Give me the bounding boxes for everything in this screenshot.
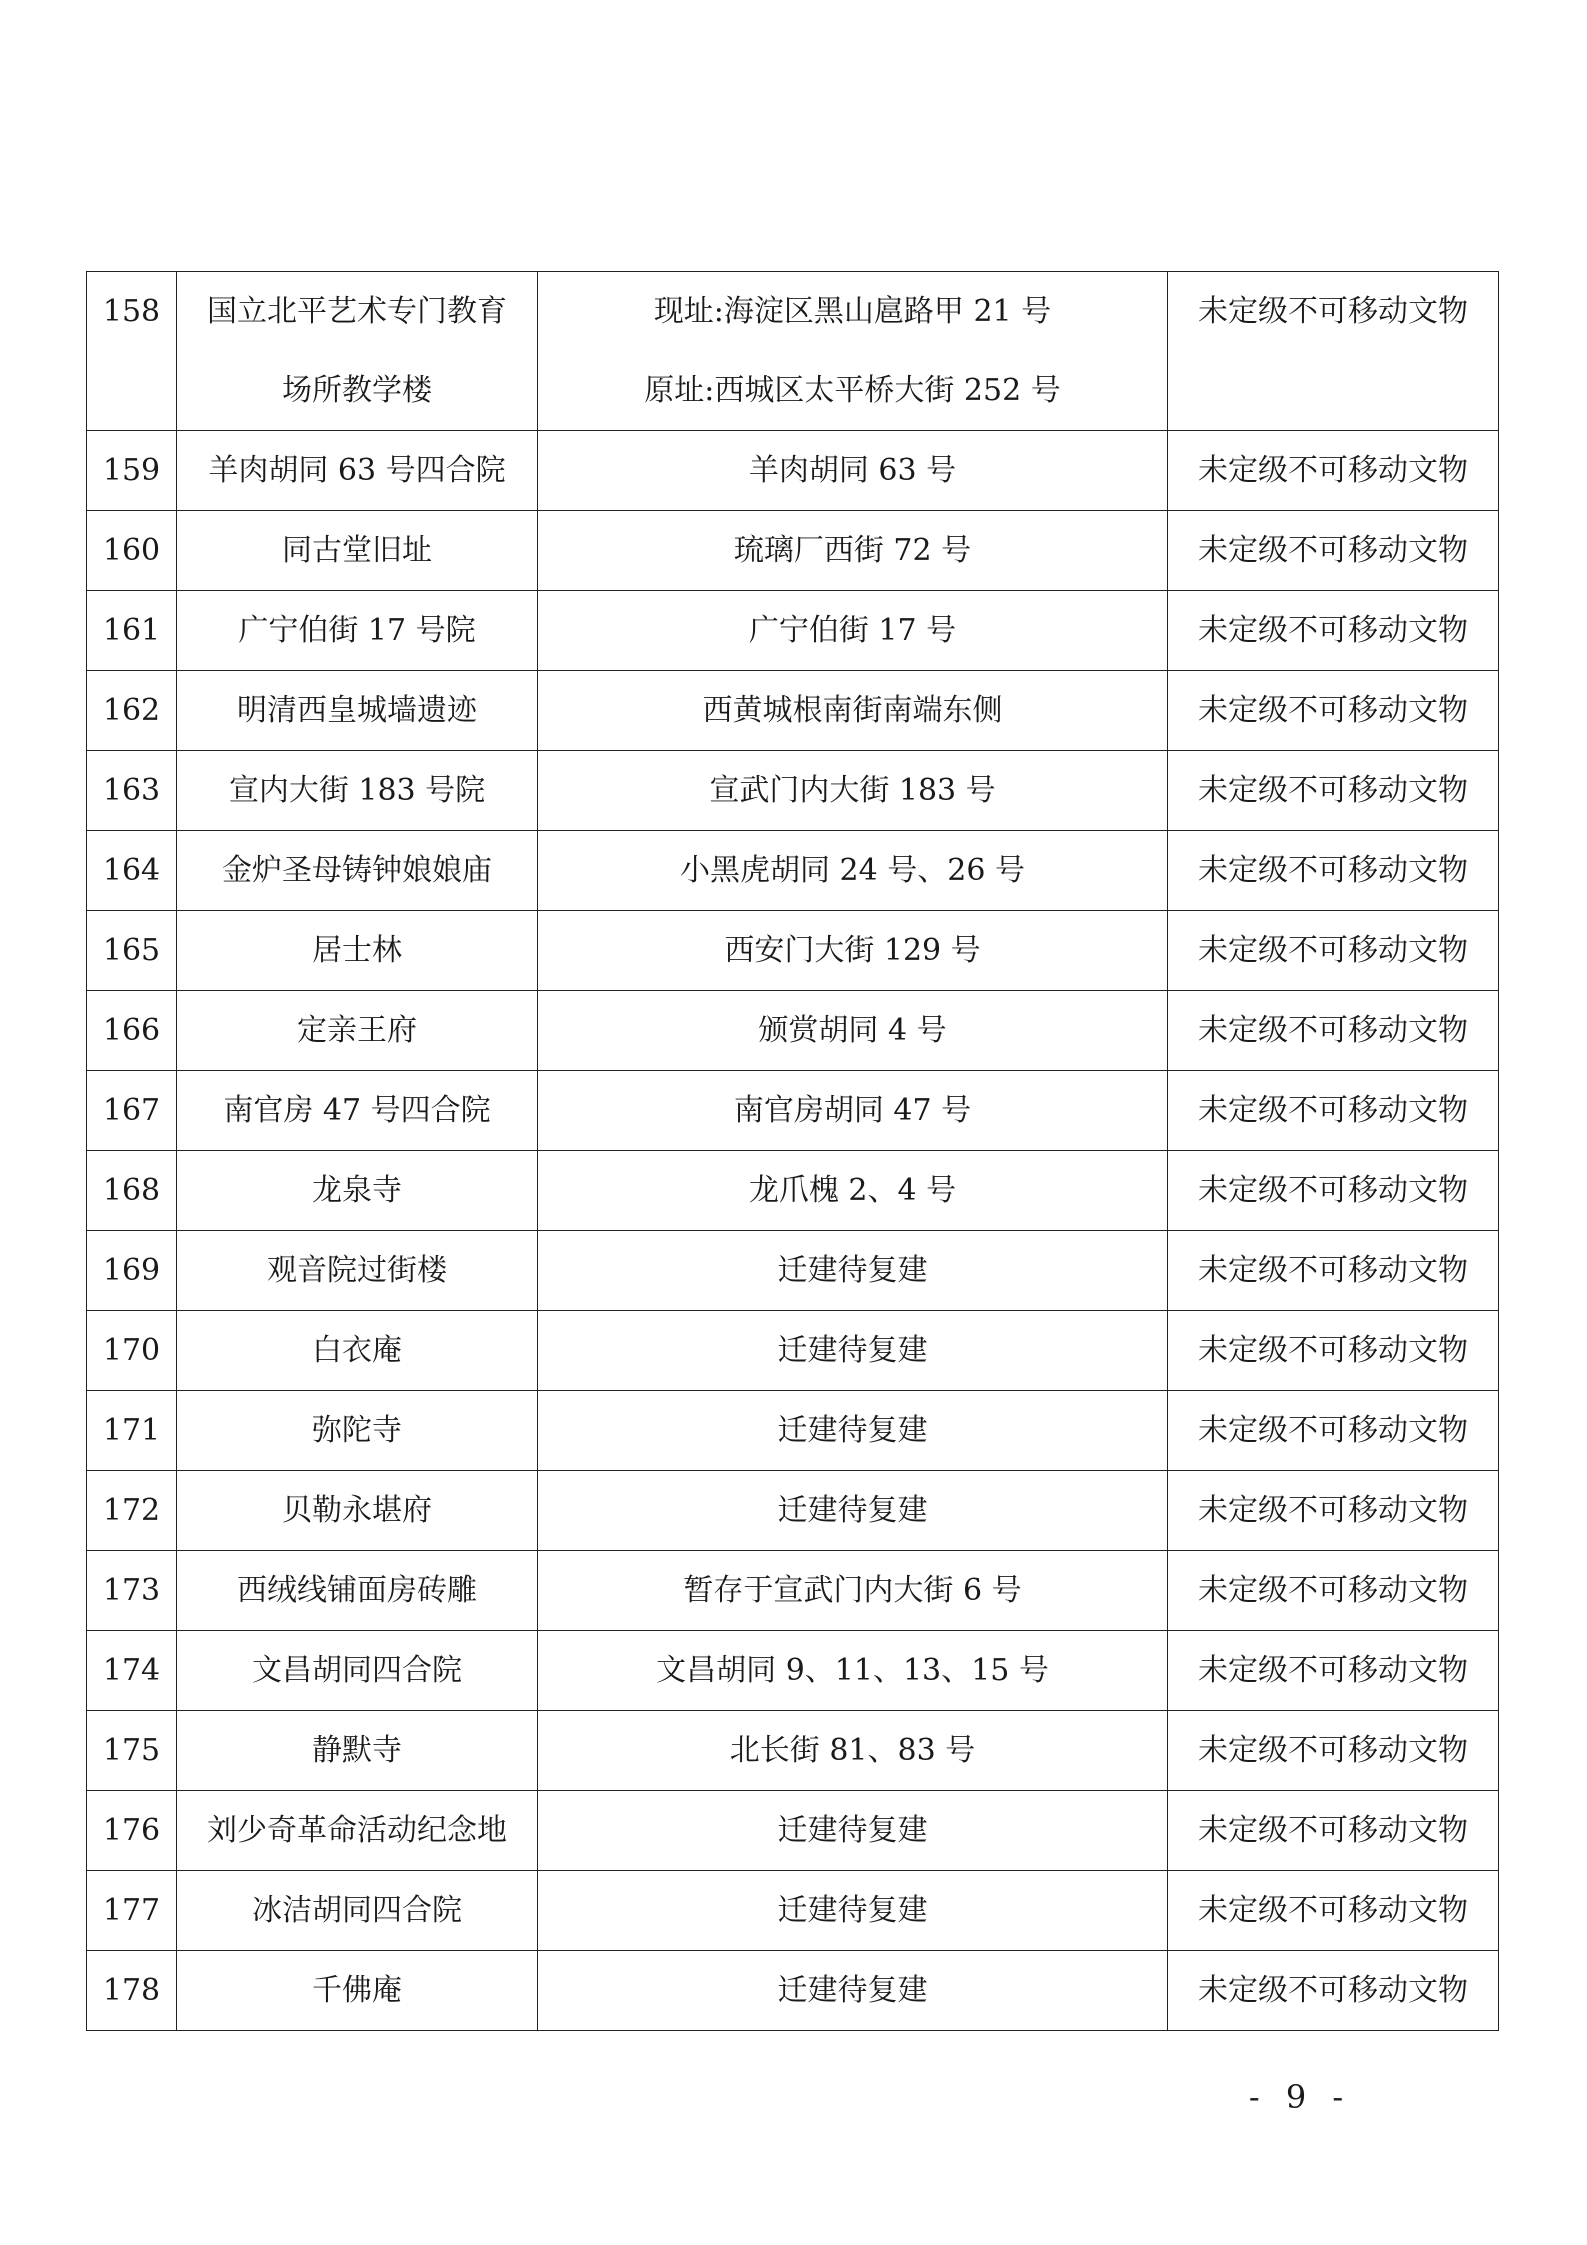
table-row xyxy=(87,671,1499,751)
site-name-line: 千佛庵 xyxy=(312,1973,402,2008)
cell-level xyxy=(1168,911,1499,991)
cell-level xyxy=(1168,991,1499,1071)
cell-level xyxy=(1168,1391,1499,1471)
table-row xyxy=(87,431,1499,511)
protection-level: 未定级不可移动文物 xyxy=(1198,1973,1468,2008)
cell-address xyxy=(538,831,1168,911)
site-name-line: 定亲王府 xyxy=(297,1013,417,1048)
row-number: 166 xyxy=(102,1013,161,1048)
cell-number xyxy=(87,991,177,1071)
row-number: 169 xyxy=(102,1253,161,1288)
address-line: 文昌胡同 9、11、13、15 号 xyxy=(656,1653,1049,1688)
address-line: 颁赏胡同 4 号 xyxy=(758,1013,947,1048)
cell-level xyxy=(1168,1871,1499,1951)
cell-number xyxy=(87,1791,177,1871)
site-name-line: 同古堂旧址 xyxy=(282,533,432,568)
heritage-list-table xyxy=(86,271,1499,2031)
row-number: 159 xyxy=(102,453,161,488)
cell-level xyxy=(1168,1951,1499,2031)
cell-number xyxy=(87,911,177,991)
row-number: 163 xyxy=(102,773,161,808)
cell-address xyxy=(538,1791,1168,1871)
cell-address xyxy=(538,591,1168,671)
cell-number xyxy=(87,1151,177,1231)
cell-address xyxy=(538,1951,1168,2031)
row-number: 170 xyxy=(102,1333,161,1368)
cell-number xyxy=(87,1631,177,1711)
protection-level: 未定级不可移动文物 xyxy=(1198,453,1468,488)
protection-level: 未定级不可移动文物 xyxy=(1198,933,1468,968)
cell-name xyxy=(177,272,538,431)
cell-level xyxy=(1168,1311,1499,1391)
site-name-line: 静默寺 xyxy=(312,1733,402,1768)
address-line: 小黑虎胡同 24 号、26 号 xyxy=(680,853,1025,888)
cell-name xyxy=(177,1231,538,1311)
address-line: 迁建待复建 xyxy=(777,1893,928,1928)
address-line: 琉璃厂西街 72 号 xyxy=(733,533,972,568)
site-name-line: 西绒线铺面房砖雕 xyxy=(237,1573,477,1608)
site-name-line: 弥陀寺 xyxy=(312,1413,402,1448)
address-line: 迁建待复建 xyxy=(777,1333,928,1368)
cell-address xyxy=(538,671,1168,751)
cell-level xyxy=(1168,751,1499,831)
address-line: 北长街 81、83 号 xyxy=(729,1733,976,1768)
site-name-line: 场所教学楼 xyxy=(282,373,432,408)
protection-level: 未定级不可移动文物 xyxy=(1198,1653,1468,1688)
site-name-line: 国立北平艺术专门教育 xyxy=(207,294,507,329)
protection-level: 未定级不可移动文物 xyxy=(1198,1093,1468,1128)
cell-address xyxy=(538,1631,1168,1711)
row-number: 158 xyxy=(102,294,161,329)
cell-number xyxy=(87,671,177,751)
protection-level: 未定级不可移动文物 xyxy=(1198,1253,1468,1288)
address-line: 迁建待复建 xyxy=(777,1493,928,1528)
address-line: 迁建待复建 xyxy=(777,1813,928,1848)
cell-name xyxy=(177,1711,538,1791)
address-line: 迁建待复建 xyxy=(777,1973,928,2008)
cell-name xyxy=(177,1071,538,1151)
address-line: 西黄城根南街南端东侧 xyxy=(702,693,1003,728)
row-number: 168 xyxy=(102,1173,161,1208)
site-name-line: 刘少奇革命活动纪念地 xyxy=(207,1813,507,1848)
row-number: 173 xyxy=(102,1573,161,1608)
address-line: 龙爪槐 2、4 号 xyxy=(748,1173,957,1208)
cell-name xyxy=(177,671,538,751)
cell-address xyxy=(538,751,1168,831)
address-line: 原址:西城区太平桥大街 252 号 xyxy=(644,373,1061,408)
cell-address xyxy=(538,1231,1168,1311)
protection-level: 未定级不可移动文物 xyxy=(1198,1413,1468,1448)
table-row xyxy=(87,1471,1499,1551)
cell-level xyxy=(1168,272,1499,431)
protection-level: 未定级不可移动文物 xyxy=(1198,1333,1468,1368)
cell-address xyxy=(538,431,1168,511)
cell-address xyxy=(538,272,1168,431)
cell-name xyxy=(177,511,538,591)
site-name-line: 居士林 xyxy=(312,933,402,968)
cell-number xyxy=(87,1231,177,1311)
protection-level: 未定级不可移动文物 xyxy=(1198,773,1468,808)
protection-level: 未定级不可移动文物 xyxy=(1198,1573,1468,1608)
row-number: 164 xyxy=(102,853,161,888)
cell-address xyxy=(538,511,1168,591)
row-number: 167 xyxy=(102,1093,161,1128)
address-line: 迁建待复建 xyxy=(777,1413,928,1448)
site-name-line: 羊肉胡同 63 号四合院 xyxy=(208,453,506,488)
table-row xyxy=(87,1791,1499,1871)
cell-address xyxy=(538,1071,1168,1151)
table-row xyxy=(87,1871,1499,1951)
cell-number xyxy=(87,1871,177,1951)
cell-number xyxy=(87,1951,177,2031)
cell-level xyxy=(1168,1791,1499,1871)
address-line: 南官房胡同 47 号 xyxy=(733,1093,972,1128)
row-number: 165 xyxy=(102,933,161,968)
address-line: 暂存于宣武门内大街 6 号 xyxy=(683,1573,1022,1608)
address-line: 迁建待复建 xyxy=(777,1253,928,1288)
table-row xyxy=(87,1951,1499,2031)
table-row xyxy=(87,751,1499,831)
cell-number xyxy=(87,1711,177,1791)
cell-name xyxy=(177,911,538,991)
cell-number xyxy=(87,1311,177,1391)
row-number: 176 xyxy=(102,1813,161,1848)
cell-name xyxy=(177,1631,538,1711)
address-line: 羊肉胡同 63 号 xyxy=(748,453,957,488)
protection-level: 未定级不可移动文物 xyxy=(1198,1013,1468,1048)
cell-address xyxy=(538,911,1168,991)
cell-level xyxy=(1168,1711,1499,1791)
site-name-line: 贝勒永堪府 xyxy=(282,1493,432,1528)
cell-name xyxy=(177,1311,538,1391)
table-row xyxy=(87,1071,1499,1151)
row-number: 174 xyxy=(102,1653,161,1688)
cell-number xyxy=(87,1551,177,1631)
protection-level: 未定级不可移动文物 xyxy=(1198,1813,1468,1848)
site-name-line: 观音院过街楼 xyxy=(267,1253,447,1288)
cell-number xyxy=(87,751,177,831)
row-number: 172 xyxy=(102,1493,161,1528)
address-line: 广宁伯街 17 号 xyxy=(748,613,957,648)
cell-number xyxy=(87,831,177,911)
cell-name xyxy=(177,591,538,671)
protection-level: 未定级不可移动文物 xyxy=(1198,294,1468,329)
cell-number xyxy=(87,511,177,591)
cell-address xyxy=(538,1311,1168,1391)
cell-name xyxy=(177,1871,538,1951)
protection-level: 未定级不可移动文物 xyxy=(1198,1493,1468,1528)
address-line: 宣武门内大街 183 号 xyxy=(709,773,996,808)
site-name-line: 文昌胡同四合院 xyxy=(252,1653,462,1688)
protection-level: 未定级不可移动文物 xyxy=(1198,1893,1468,1928)
cell-level xyxy=(1168,671,1499,751)
row-number: 171 xyxy=(102,1413,161,1448)
cell-level xyxy=(1168,1551,1499,1631)
cell-level xyxy=(1168,1231,1499,1311)
table-row xyxy=(87,1151,1499,1231)
protection-level: 未定级不可移动文物 xyxy=(1198,613,1468,648)
protection-level: 未定级不可移动文物 xyxy=(1198,1733,1468,1768)
site-name-line: 龙泉寺 xyxy=(312,1173,402,1208)
row-number: 160 xyxy=(102,533,161,568)
site-name-line: 冰洁胡同四合院 xyxy=(252,1893,462,1928)
cell-level xyxy=(1168,1071,1499,1151)
cell-number xyxy=(87,272,177,431)
table-row xyxy=(87,1391,1499,1471)
row-number: 162 xyxy=(102,693,161,728)
row-number: 175 xyxy=(102,1733,161,1768)
table-row xyxy=(87,911,1499,991)
cell-name xyxy=(177,1791,538,1871)
cell-level xyxy=(1168,1151,1499,1231)
protection-level: 未定级不可移动文物 xyxy=(1198,693,1468,728)
table-row xyxy=(87,1311,1499,1391)
cell-address xyxy=(538,1391,1168,1471)
cell-address xyxy=(538,1151,1168,1231)
site-name-line: 南官房 47 号四合院 xyxy=(223,1093,491,1128)
cell-level xyxy=(1168,591,1499,671)
site-name-line: 金炉圣母铸钟娘娘庙 xyxy=(222,853,492,888)
table-row xyxy=(87,272,1499,431)
table-row xyxy=(87,591,1499,671)
cell-level xyxy=(1168,511,1499,591)
cell-number xyxy=(87,431,177,511)
page-number: - 9 - xyxy=(1248,2078,1352,2116)
table-body xyxy=(87,272,1499,2031)
cell-number xyxy=(87,591,177,671)
cell-name xyxy=(177,751,538,831)
cell-address xyxy=(538,1471,1168,1551)
cell-level xyxy=(1168,1471,1499,1551)
site-name-line: 明清西皇城墙遗迹 xyxy=(237,693,477,728)
site-name-line: 宣内大街 183 号院 xyxy=(228,773,486,808)
cell-address xyxy=(538,991,1168,1071)
row-number: 178 xyxy=(102,1973,161,2008)
table-row xyxy=(87,831,1499,911)
table-row xyxy=(87,1711,1499,1791)
cell-level xyxy=(1168,1631,1499,1711)
protection-level: 未定级不可移动文物 xyxy=(1198,853,1468,888)
table-row xyxy=(87,991,1499,1071)
cell-number xyxy=(87,1471,177,1551)
table-row xyxy=(87,1231,1499,1311)
address-line: 西安门大街 129 号 xyxy=(724,933,981,968)
cell-number xyxy=(87,1071,177,1151)
cell-address xyxy=(538,1711,1168,1791)
cell-name xyxy=(177,1471,538,1551)
table-row xyxy=(87,1631,1499,1711)
cell-name xyxy=(177,1391,538,1471)
cell-address xyxy=(538,1551,1168,1631)
row-number: 177 xyxy=(102,1893,161,1928)
protection-level: 未定级不可移动文物 xyxy=(1198,533,1468,568)
row-number: 161 xyxy=(102,613,161,648)
cell-level xyxy=(1168,431,1499,511)
cell-name xyxy=(177,431,538,511)
cell-name xyxy=(177,1951,538,2031)
protection-level: 未定级不可移动文物 xyxy=(1198,1173,1468,1208)
cell-level xyxy=(1168,831,1499,911)
cell-address xyxy=(538,1871,1168,1951)
site-name-line: 白衣庵 xyxy=(312,1333,402,1368)
cell-name xyxy=(177,1551,538,1631)
table-row xyxy=(87,1551,1499,1631)
table-row xyxy=(87,511,1499,591)
cell-number xyxy=(87,1391,177,1471)
site-name-line: 广宁伯街 17 号院 xyxy=(238,613,476,648)
cell-name xyxy=(177,991,538,1071)
address-line: 现址:海淀区黑山扈路甲 21 号 xyxy=(653,294,1052,329)
cell-name xyxy=(177,831,538,911)
cell-name xyxy=(177,1151,538,1231)
